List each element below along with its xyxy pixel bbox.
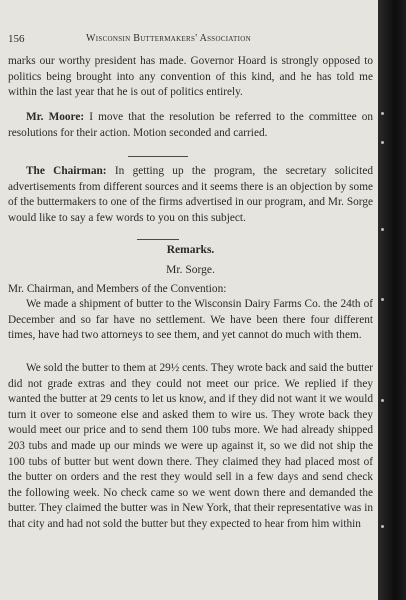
section-divider [137, 239, 179, 240]
paragraph-text: I move that the resolution be referred to the committee on resolutions for their action. Motion seconded and carried. [8, 111, 373, 139]
paragraph-governor-hoard [8, 54, 373, 101]
binding-mark [381, 525, 384, 528]
book-binding [378, 0, 406, 600]
salutation [8, 282, 373, 298]
running-title: Wisconsin Buttermakers' Association [86, 33, 251, 44]
paragraph-chairman [8, 164, 373, 226]
salutation-text: Mr. Chairman, and Members of the Convention: [8, 283, 227, 295]
paragraph-body [8, 164, 373, 226]
speaker-name: The Chairman: [26, 165, 107, 177]
binding-mark [381, 112, 384, 115]
binding-mark [381, 298, 384, 301]
page-number: 156 [8, 33, 25, 45]
page-header [8, 33, 360, 47]
speaker-name: Mr. Moore: [26, 111, 85, 123]
binding-mark [381, 399, 384, 402]
binding-mark [381, 141, 384, 144]
binding-mark [381, 228, 384, 231]
paragraph-text: In getting up the program, the secretary solicited advertisements from different sources and it seems there is an objection by some of the buttermakers to one of the firms advertised in our program, and Mr. Sorge would like to say a few words to you on this subject. [8, 165, 373, 224]
section-divider [128, 156, 188, 157]
paragraph-text: marks our worthy president has made. Governor Hoard is strongly opposed to politics being brought into any convention of this kind, and he has told me within the last year that he is out of politics entirely. [8, 55, 373, 99]
remarks-speaker: Mr. Sorge. [166, 264, 215, 276]
paragraph-text: We made a shipment of butter to the Wisconsin Dairy Farms Co. the 24th of December and so far have no settlement. We have been there four different times, have had two attorneys to see them, and yet cannot do much with them. [8, 298, 373, 342]
paragraph-body [8, 110, 373, 141]
remarks-heading: Remarks. [166, 244, 215, 256]
paragraph-shipment [8, 297, 373, 344]
paragraph-text: We sold the butter to them at 29½ cents. They wrote back and said the butter did not grade extras and they could not meet our price. We replied if they wanted the butter at 29 cents to let us know, and if they did not want it we would turn it over to someone else and asked them to wire us. They wrote back they would meet our price and to send them 100 tubs more. We had already shipped 203 tubs and made up our minds we were up against it, so we did not ship the 100 tubs of butter but went down there. They claimed they had placed most of the butter on orders and the rest they would sell in a few days and send check the following week. No check came so we went down there and demanded the butter. They claimed the butter was in New York, that their representative was in that city and had not sold the butter but they expected to hear from him within [8, 362, 373, 530]
paragraph-sale [8, 361, 373, 533]
paragraph-mr-moore [8, 110, 373, 141]
